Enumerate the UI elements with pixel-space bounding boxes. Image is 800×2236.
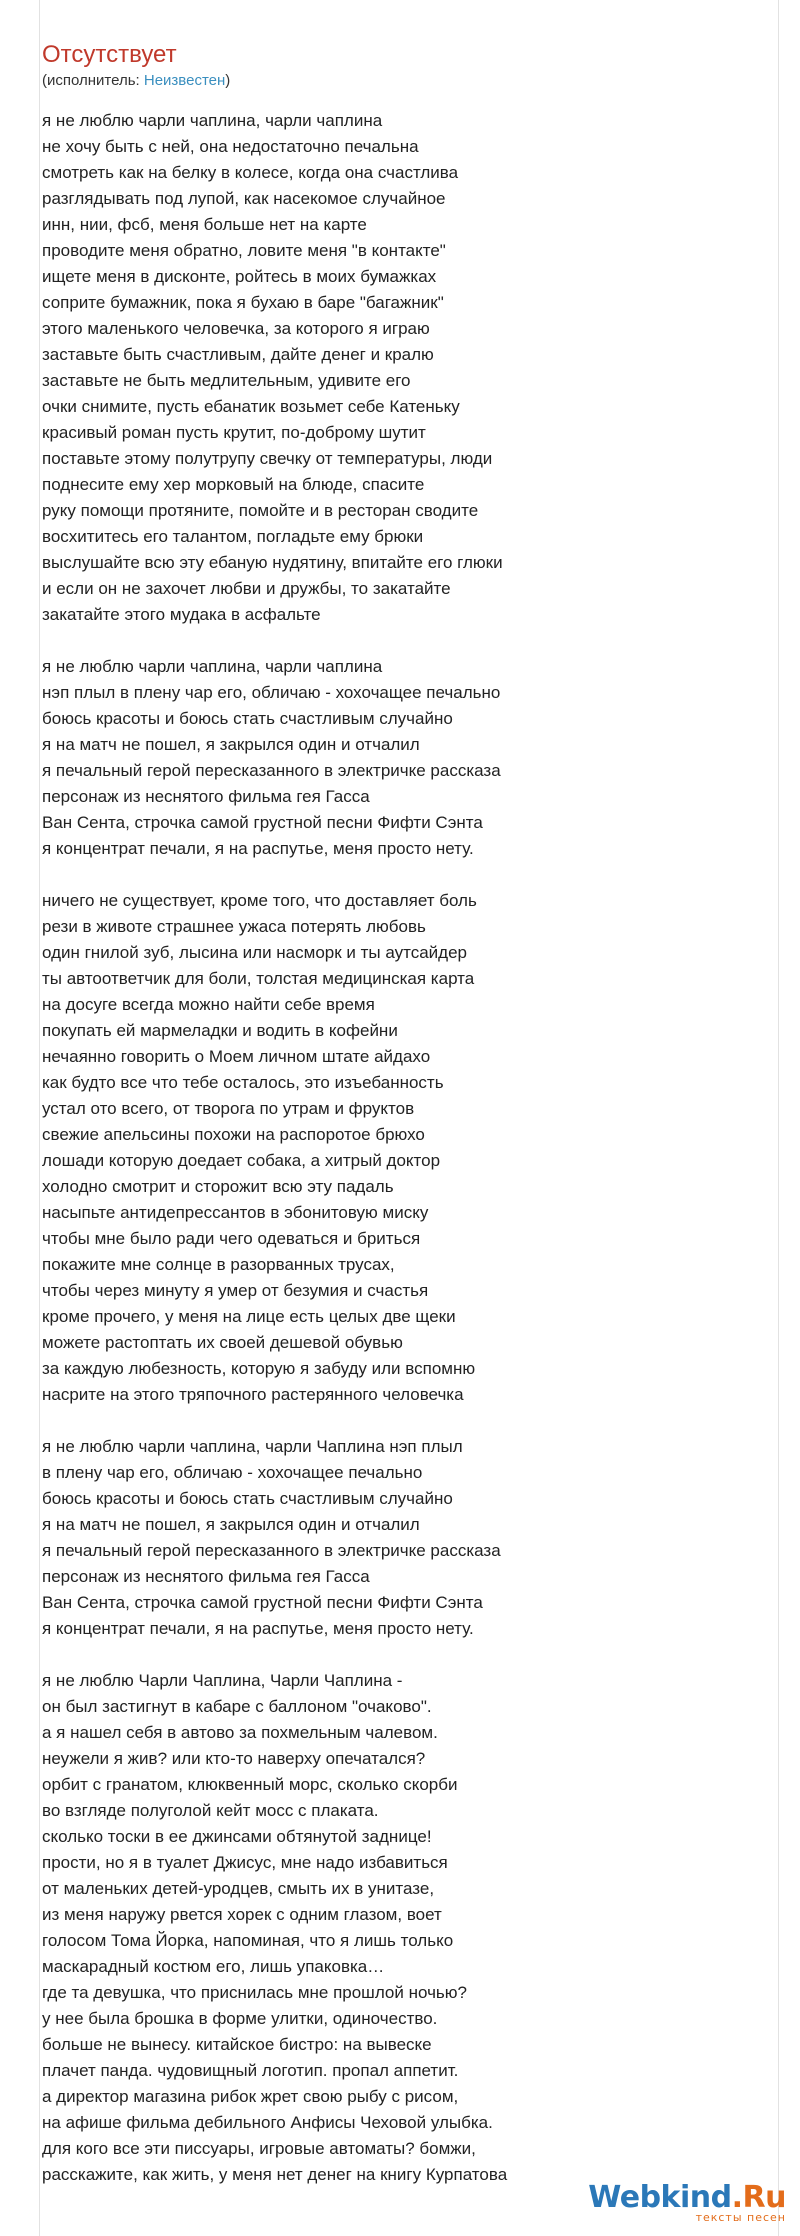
lyric-line: из меня наружу рвется хорек с одним глазом, воет [42, 1905, 442, 1924]
artist-link[interactable]: Неизвестен [143, 72, 226, 89]
lyric-line: Ван Сента, строчка самой грустной песни Фифти Сэнта [42, 1593, 483, 1612]
lyric-line: персонаж из неснятого фильма гея Гасса [42, 1567, 370, 1586]
lyric-line: я не люблю чарли чаплина, чарли чаплина [42, 111, 383, 130]
lyric-line: я печальный герой пересказанного в электричке рассказа [42, 761, 501, 780]
lyric-line: а я нашел себя в автово за похмельным чалевом. [42, 1723, 438, 1742]
lyric-line: неужели я жив? или кто-то наверху опечатался? [42, 1749, 426, 1768]
lyric-line: очки снимите, пусть ебанатик возьмет себе Катеньку [42, 397, 460, 416]
lyric-line: покажите мне солнце в разорванных трусах, [42, 1255, 395, 1274]
watermark-brand [588, 2182, 786, 2214]
lyric-line: прости, но я в туалет Джисус, мне надо избавиться [42, 1853, 448, 1872]
lyric-line: орбит с гранатом, клюквенный морс, сколько скорби [42, 1775, 458, 1794]
lyric-line: не хочу быть с ней, она недостаточно печальна [42, 137, 419, 156]
lyric-line: боюсь красоты и боюсь стать счастливым случайно [42, 709, 453, 728]
lyric-line: один гнилой зуб, лысина или насморк и ты аутсайдер [42, 943, 467, 962]
lyric-line: закатайте этого мудака в асфальте [42, 605, 321, 624]
lyric-line: нечаянно говорить о Моем личном штате айдахо [42, 1047, 431, 1066]
lyric-line: восхититесь его талантом, погладьте ему брюки [42, 527, 424, 546]
lyric-line: я на матч не пошел, я закрылся один и отчалил [42, 1515, 420, 1534]
lyric-line: где та девушка, что приснилась мне прошлой ночью? [42, 1983, 467, 2002]
lyric-line: и если он не захочет любви и дружбы, то закатайте [42, 579, 451, 598]
lyrics-stanza [42, 888, 742, 1408]
lyric-line: за каждую любезность, которую я забуду или вспомню [42, 1359, 476, 1378]
lyric-line: я не люблю чарли чаплина, чарли чаплина [42, 657, 383, 676]
lyric-line: нэп плыл в плену чар его, обличаю - хохочащее печально [42, 683, 501, 702]
lyric-line: устал ото всего, от творога по утрам и фруктов [42, 1099, 415, 1118]
artist-suffix: ) [225, 72, 231, 89]
lyric-line: чтобы мне было ради чего одеваться и бриться [42, 1229, 421, 1248]
lyric-line: Ван Сента, строчка самой грустной песни Фифти Сэнта [42, 813, 483, 832]
lyric-line: рези в животе страшнее ужаса потерять любовь [42, 917, 426, 936]
lyric-line: расскажите, как жить, у меня нет денег на книгу Курпатова [42, 2165, 508, 2184]
lyric-line: заставьте не быть медлительным, удивите его [42, 371, 411, 390]
lyric-line: я не люблю Чарли Чаплина, Чарли Чаплина - [42, 1671, 403, 1690]
lyric-line: красивый роман пусть крутит, по-доброму шутит [42, 423, 426, 442]
lyric-line: во взгляде полуголой кейт мосс с плаката. [42, 1801, 379, 1820]
lyric-line: инн, нии, фсб, меня больше нет на карте [42, 215, 367, 234]
lyric-line: голосом Тома Йорка, напоминая, что я лишь только [42, 1931, 454, 1950]
watermark-subtitle: тексты песен [695, 2211, 786, 2224]
lyric-line: смотреть как на белку в колесе, когда она счастлива [42, 163, 459, 182]
lyric-line: у нее была брошка в форме улитки, одиночество. [42, 2009, 438, 2028]
lyric-line: кроме прочего, у меня на лице есть целых две щеки [42, 1307, 456, 1326]
lyric-line: я не люблю чарли чаплина, чарли Чаплина нэп плыл [42, 1437, 463, 1456]
lyric-line: я концентрат печали, я на распутье, меня просто нету. [42, 1619, 474, 1638]
lyrics-stanza [42, 1668, 742, 2188]
lyric-line: как будто все что тебе осталось, это изъебанность [42, 1073, 444, 1092]
lyric-line: я печальный герой пересказанного в электричке рассказа [42, 1541, 501, 1560]
site-watermark-logo [588, 2182, 786, 2224]
lyric-line: ищете меня в дисконте, ройтесь в моих бумажках [42, 267, 437, 286]
lyric-line: заставьте быть счастливым, дайте денег и кралю [42, 345, 434, 364]
lyric-line: боюсь красоты и боюсь стать счастливым случайно [42, 1489, 453, 1508]
lyrics-stanza [42, 108, 742, 628]
lyric-line: разглядывать под лупой, как насекомое случайное [42, 189, 446, 208]
lyric-line: плачет панда. чудовищный логотип. пропал аппетит. [42, 2061, 459, 2080]
lyric-line: для кого все эти писсуары, игровые автоматы? бомжи, [42, 2139, 476, 2158]
artist-prefix: (исполнитель: [42, 72, 144, 89]
lyric-line: на досуге всегда можно найти себе время [42, 995, 375, 1014]
lyric-line: ничего не существует, кроме того, что доставляет боль [42, 891, 477, 910]
lyric-line: на афише фильма дебильного Анфисы Чеховой улыбка. [42, 2113, 493, 2132]
lyric-line: от маленьких детей-уродцев, смыть их в унитазе, [42, 1879, 435, 1898]
lyric-line: больше не вынесу. китайское бистро: на вывеске [42, 2035, 432, 2054]
lyric-line: свежие апельсины похожи на распоротое брюхо [42, 1125, 425, 1144]
lyrics-body [42, 108, 742, 2214]
lyric-line: лошади которую доедает собака, а хитрый доктор [42, 1151, 441, 1170]
lyric-line: персонаж из неснятого фильма гея Гасса [42, 787, 370, 806]
lyric-line: поднесите ему хер морковый на блюде, спасите [42, 475, 425, 494]
lyric-line: он был застигнут в кабаре с баллоном "очаково". [42, 1697, 432, 1716]
lyric-line: маскарадный костюм его, лишь упаковка… [42, 1957, 385, 1976]
lyric-line: покупать ей мармеладки и водить в кофейни [42, 1021, 398, 1040]
lyric-line: проводите меня обратно, ловите меня "в контакте" [42, 241, 446, 260]
lyric-line: я концентрат печали, я на распутье, меня просто нету. [42, 839, 474, 858]
lyric-line: холодно смотрит и сторожит всю эту падаль [42, 1177, 394, 1196]
lyrics-stanza [42, 1434, 742, 1642]
lyric-line: соприте бумажник, пока я бухаю в баре "багажник" [42, 293, 444, 312]
lyric-line: в плену чар его, обличаю - хохочащее печально [42, 1463, 423, 1482]
lyric-line: можете растоптать их своей дешевой обувью [42, 1333, 403, 1352]
lyric-line: я на матч не пошел, я закрылся один и отчалил [42, 735, 420, 754]
lyric-line: руку помощи протяните, помойте и в ресторан сводите [42, 501, 479, 520]
song-title: Отсутствует [42, 41, 177, 68]
artist-line [42, 72, 230, 90]
lyric-line: насыпьте антидепрессантов в эбонитовую миску [42, 1203, 429, 1222]
lyric-line: а директор магазина рибок жрет свою рыбу с рисом, [42, 2087, 459, 2106]
lyric-line: этого маленького человечка, за которого я играю [42, 319, 430, 338]
lyrics-stanza [42, 654, 742, 862]
watermark-brand-domain: .Ru [731, 2180, 786, 2215]
lyric-line: выслушайте всю эту ебаную нудятину, впитайте его глюки [42, 553, 503, 572]
lyric-line: ты автоответчик для боли, толстая медицинская карта [42, 969, 475, 988]
lyric-line: поставьте этому полутрупу свечку от температуры, люди [42, 449, 493, 468]
watermark-brand-main: Webkind [588, 2180, 732, 2215]
lyric-line: насрите на этого тряпочного растерянного человечка [42, 1385, 464, 1404]
lyric-line: чтобы через минуту я умер от безумия и счастья [42, 1281, 429, 1300]
lyric-line: сколько тоски в ее джинсами обтянутой заднице! [42, 1827, 432, 1846]
